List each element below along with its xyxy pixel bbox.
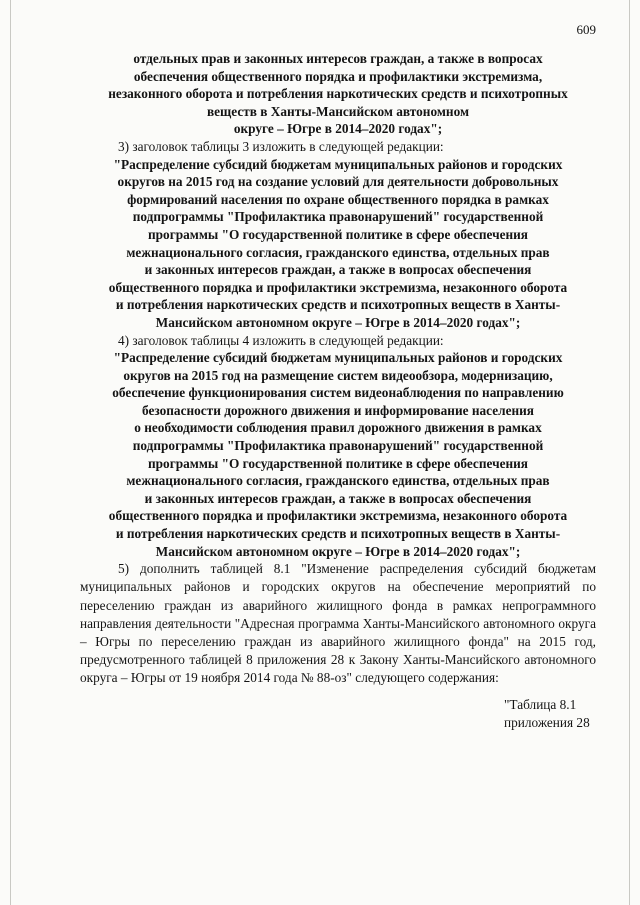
item4-title-line: подпрограммы "Профилактика правонарушений" государственной [132, 438, 544, 454]
table-caption-number: "Таблица 8.1 [504, 696, 577, 712]
item3-title-line: программы "О государственной политике в сфере обеспечения [148, 226, 528, 242]
item4-title-line: межнационального согласия, гражданского единства, отдельных прав [126, 473, 550, 489]
item3-title-line: округов на 2015 год на создание условий для деятельности добровольных [117, 174, 559, 190]
item4-title-line: и законных интересов граждан, а также в вопросах обеспечения [144, 490, 532, 506]
page-number: 609 [576, 22, 596, 37]
item3-title-line: подпрограммы "Профилактика правонарушений" государственной [132, 209, 544, 225]
item3-table-title [80, 156, 596, 332]
scan-edge-left [10, 0, 11, 905]
item4-title-line: Мансийском автономном округе – Югре в 2014–2020 годах"; [155, 543, 521, 559]
intro-heading-line: незаконного оборота и потребления наркотических средств и психотропных [108, 86, 568, 102]
item4-title-line: округов на 2015 год на размещение систем видеообзора, модернизацию, [123, 367, 553, 383]
item3-title-line: формирований населения по охране общественного порядка в рамках [127, 191, 549, 207]
item3-title-line: общественного порядка и профилактики экстремизма, незаконного оборота [108, 279, 568, 295]
item4-title-line: обеспечение функционирования систем видеонаблюдения по направлению [112, 385, 564, 401]
item4-title-line: безопасности дорожного движения и информирование населения [141, 402, 535, 418]
table-caption-appendix: приложения 28 [504, 714, 590, 730]
item4-table-title [80, 349, 596, 560]
item5-paragraph: 5) дополнить таблицей 8.1 "Изменение распределения субсидий бюджетам муниципальных районов и городских округов на обеспечение мероприятий по переселению граждан из аварийного жилищного фонда в рамках непрограммного направления деятельности "Адресная программа Ханты-Мансийского автономного округа – Югры по переселению граждан из аварийного жилищного фонда" на 2015 год, предусмотренного таблицей 8 приложения 28 к Закону Ханты-Мансийского автономного округа – Югры от 19 ноября 2014 года № 88-оз" следующего содержания: [80, 561, 596, 686]
item4-title-line: и потребления наркотических средств и психотропных веществ в Ханты- [115, 526, 561, 542]
scan-edge-right [629, 0, 630, 905]
item3-title-line: Мансийском автономном округе – Югре в 2014–2020 годах"; [155, 314, 521, 330]
intro-heading-line: округе – Югре в 2014–2020 годах"; [233, 121, 443, 137]
intro-heading-line: отдельных прав и законных интересов граждан, а также в вопросах [133, 51, 543, 66]
table-caption [80, 696, 596, 732]
intro-heading [80, 50, 596, 138]
item4-lead: 4) заголовок таблицы 4 изложить в следующей редакции: [118, 332, 444, 348]
item3-lead: 3) заголовок таблицы 3 изложить в следующей редакции: [118, 138, 444, 154]
item3-title-line: "Распределение субсидий бюджетам муниципальных районов и городских [113, 156, 563, 172]
item4-title-line: программы "О государственной политике в сфере обеспечения [148, 455, 528, 471]
item3-title-line: и законных интересов граждан, а также в вопросах обеспечения [144, 262, 532, 278]
item4-title-line: "Распределение субсидий бюджетам муниципальных районов и городских [113, 350, 563, 366]
intro-heading-line: веществ в Ханты-Мансийском автономном [206, 103, 470, 119]
item4-title-line: о необходимости соблюдения правил дорожного движения в рамках [134, 420, 542, 436]
intro-heading-line: обеспечения общественного порядка и профилактики экстремизма, [133, 68, 543, 84]
item4-title-line: общественного порядка и профилактики экстремизма, незаконного оборота [108, 508, 568, 524]
document-body [80, 50, 596, 732]
item3-title-line: межнационального согласия, гражданского единства, отдельных прав [126, 244, 550, 260]
item3-title-line: и потребления наркотических средств и психотропных веществ в Ханты- [115, 297, 561, 313]
